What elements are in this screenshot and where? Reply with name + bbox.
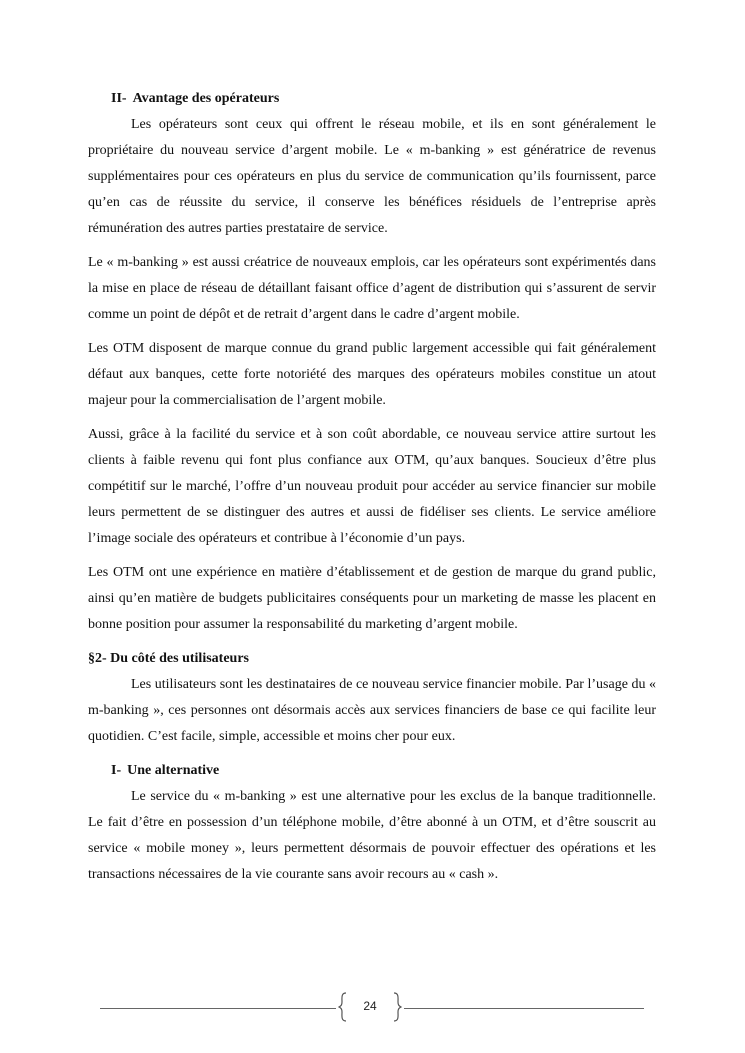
footer-rule-left: [100, 1008, 336, 1009]
footer-rule-right: [404, 1008, 644, 1009]
paragraph: Les utilisateurs sont les destinataires de ce nouveau service financier mobile. Par l’usage du « m-banking », ces personnes ont désormais accès aux services financiers de base ce qui facilite leur quotidien. C’est facile, simple, accessible et moins cher pour eux.: [88, 677, 656, 744]
page-content: [88, 86, 656, 896]
right-brace-icon: [392, 992, 402, 1022]
paragraph: Aussi, grâce à la facilité du service et à son coût abordable, ce nouveau service attire surtout les clients à faible revenu qui font plus confiance aux OTM, qu’aux banques. Soucieux d’être plus compétitif sur le marché, l’offre d’un nouveau produit pour accéder au service financier sur mobile leurs permettent de se distinguer des autres et aussi de fidéliser ses clients. Le service améliore l’image sociale des opérateurs et contribue à l’économie d’un pays.: [88, 427, 656, 546]
paragraph: Le service du « m-banking » est une alternative pour les exclus de la banque traditionnelle. Le fait d’être en possession d’un téléphone mobile, d’être abonné à un OTM, et d’être souscrit au service « mobile money », leurs permettent désormais de pouvoir effectuer des opérations et les transactions nécessaires de la vie courante sans avoir recours au « cash ».: [88, 789, 656, 882]
section-title: Une alternative: [127, 763, 220, 778]
paragraph: Les OTM disposent de marque connue du grand public largement accessible qui fait généralement défaut aux banques, cette forte notoriété des marques des opérateurs mobiles constitue un atout majeur pour la commercialisation de l’argent mobile.: [88, 341, 656, 408]
section-number: I-: [111, 763, 122, 778]
page-footer: [0, 990, 745, 1030]
section-title: Avantage des opérateurs: [132, 91, 280, 106]
section-number: II-: [111, 91, 127, 106]
section-heading-ii: [88, 86, 656, 112]
paragraph: Les opérateurs sont ceux qui offrent le réseau mobile, et ils en sont généralement le propriétaire du nouveau service d’argent mobile. Le « m-banking » est génératrice de revenus supplémentaires pour ces opérateurs en plus du service de communication qu’ils fournissent, parce qu’en cas de réussite du service, il conserve les bénéfices résiduels de l’entreprise après rémunération des autres parties prestataire de service.: [88, 117, 656, 236]
left-brace-icon: [338, 992, 348, 1022]
paragraph: Les OTM ont une expérience en matière d’établissement et de gestion de marque du grand public, ainsi qu’en matière de budgets publicitaires conséquents pour un marketing de masse les placent en bonne position pour assumer la responsabilité du marketing d’argent mobile.: [88, 565, 656, 632]
section-heading-i: [88, 758, 656, 784]
paragraph: Le « m-banking » est aussi créatrice de nouveaux emplois, car les opérateurs sont expérimentés dans la mise en place de réseau de détaillant faisant office d’agent de distribution qui s’assurent de servir comme un point de dépôt et de retrait d’argent dans le cadre d’argent mobile.: [88, 255, 656, 322]
page-number: 24: [363, 999, 377, 1013]
section-heading-2: §2- Du côté des utilisateurs: [88, 651, 249, 666]
